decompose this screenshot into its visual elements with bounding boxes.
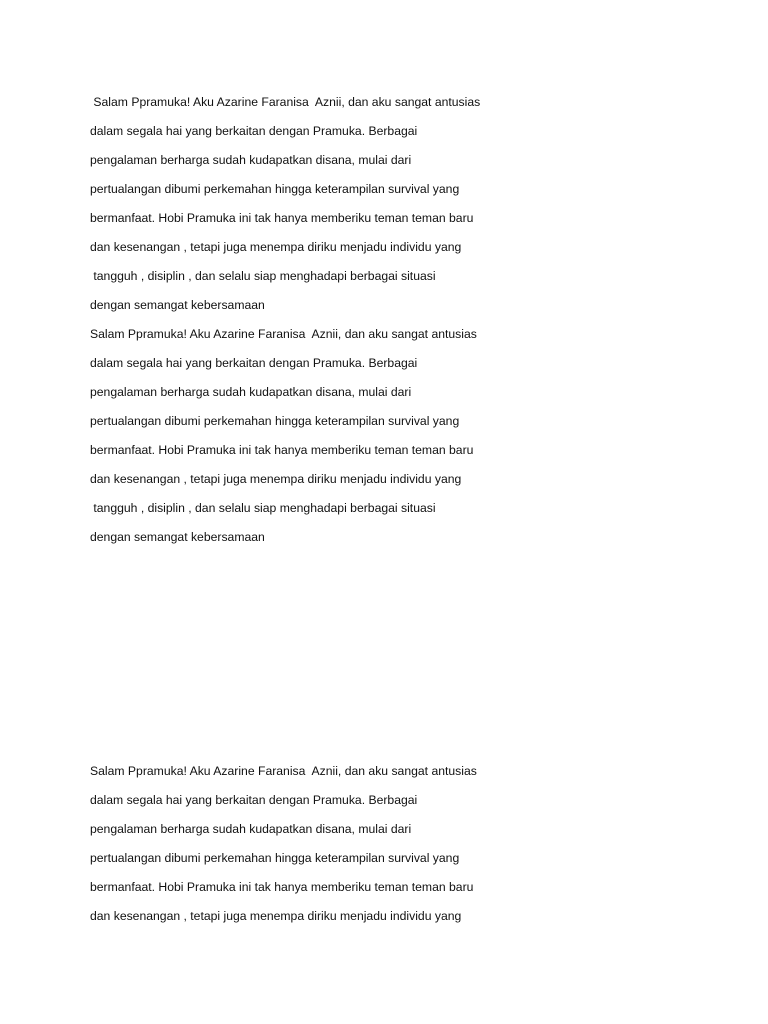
text-line: bermanfaat. Hobi Pramuka ini tak hanya memberiku teman teman baru [90, 211, 474, 225]
text-line: dalam segala hai yang berkaitan dengan Pramuka. Berbagai [90, 124, 418, 138]
text-line: dengan semangat kebersamaan [90, 298, 265, 312]
text-line: Salam Ppramuka! Aku Azarine Faranisa Aznii, dan aku sangat antusias [90, 95, 481, 109]
text-line: dan kesenangan , tetapi juga menempa diriku menjadu individu yang [90, 472, 462, 486]
paragraph-block-3 [90, 757, 550, 931]
text-line: pertualangan dibumi perkemahan hingga keterampilan survival yang [90, 414, 460, 428]
text-line: dengan semangat kebersamaan [90, 530, 265, 544]
text-line: Salam Ppramuka! Aku Azarine Faranisa Aznii, dan aku sangat antusias [90, 327, 477, 341]
text-line: dalam segala hai yang berkaitan dengan Pramuka. Berbagai [90, 356, 418, 370]
text-line: pertualangan dibumi perkemahan hingga keterampilan survival yang [90, 851, 460, 865]
text-line: dan kesenangan , tetapi juga menempa diriku menjadu individu yang [90, 909, 462, 923]
text-line: tangguh , disiplin , dan selalu siap menghadapi berbagai situasi [90, 269, 436, 283]
text-line: bermanfaat. Hobi Pramuka ini tak hanya memberiku teman teman baru [90, 443, 474, 457]
text-line: pertualangan dibumi perkemahan hingga keterampilan survival yang [90, 182, 460, 196]
text-line: dan kesenangan , tetapi juga menempa diriku menjadu individu yang [90, 240, 462, 254]
text-line: pengalaman berharga sudah kudapatkan disana, mulai dari [90, 385, 412, 399]
text-line: pengalaman berharga sudah kudapatkan disana, mulai dari [90, 153, 412, 167]
paragraph-block-2 [90, 320, 550, 552]
text-line: pengalaman berharga sudah kudapatkan disana, mulai dari [90, 822, 412, 836]
text-line: Salam Ppramuka! Aku Azarine Faranisa Aznii, dan aku sangat antusias [90, 764, 477, 778]
text-line: dalam segala hai yang berkaitan dengan Pramuka. Berbagai [90, 793, 418, 807]
text-line: bermanfaat. Hobi Pramuka ini tak hanya memberiku teman teman baru [90, 880, 474, 894]
text-line: tangguh , disiplin , dan selalu siap menghadapi berbagai situasi [90, 501, 436, 515]
paragraph-block-1 [90, 88, 550, 320]
